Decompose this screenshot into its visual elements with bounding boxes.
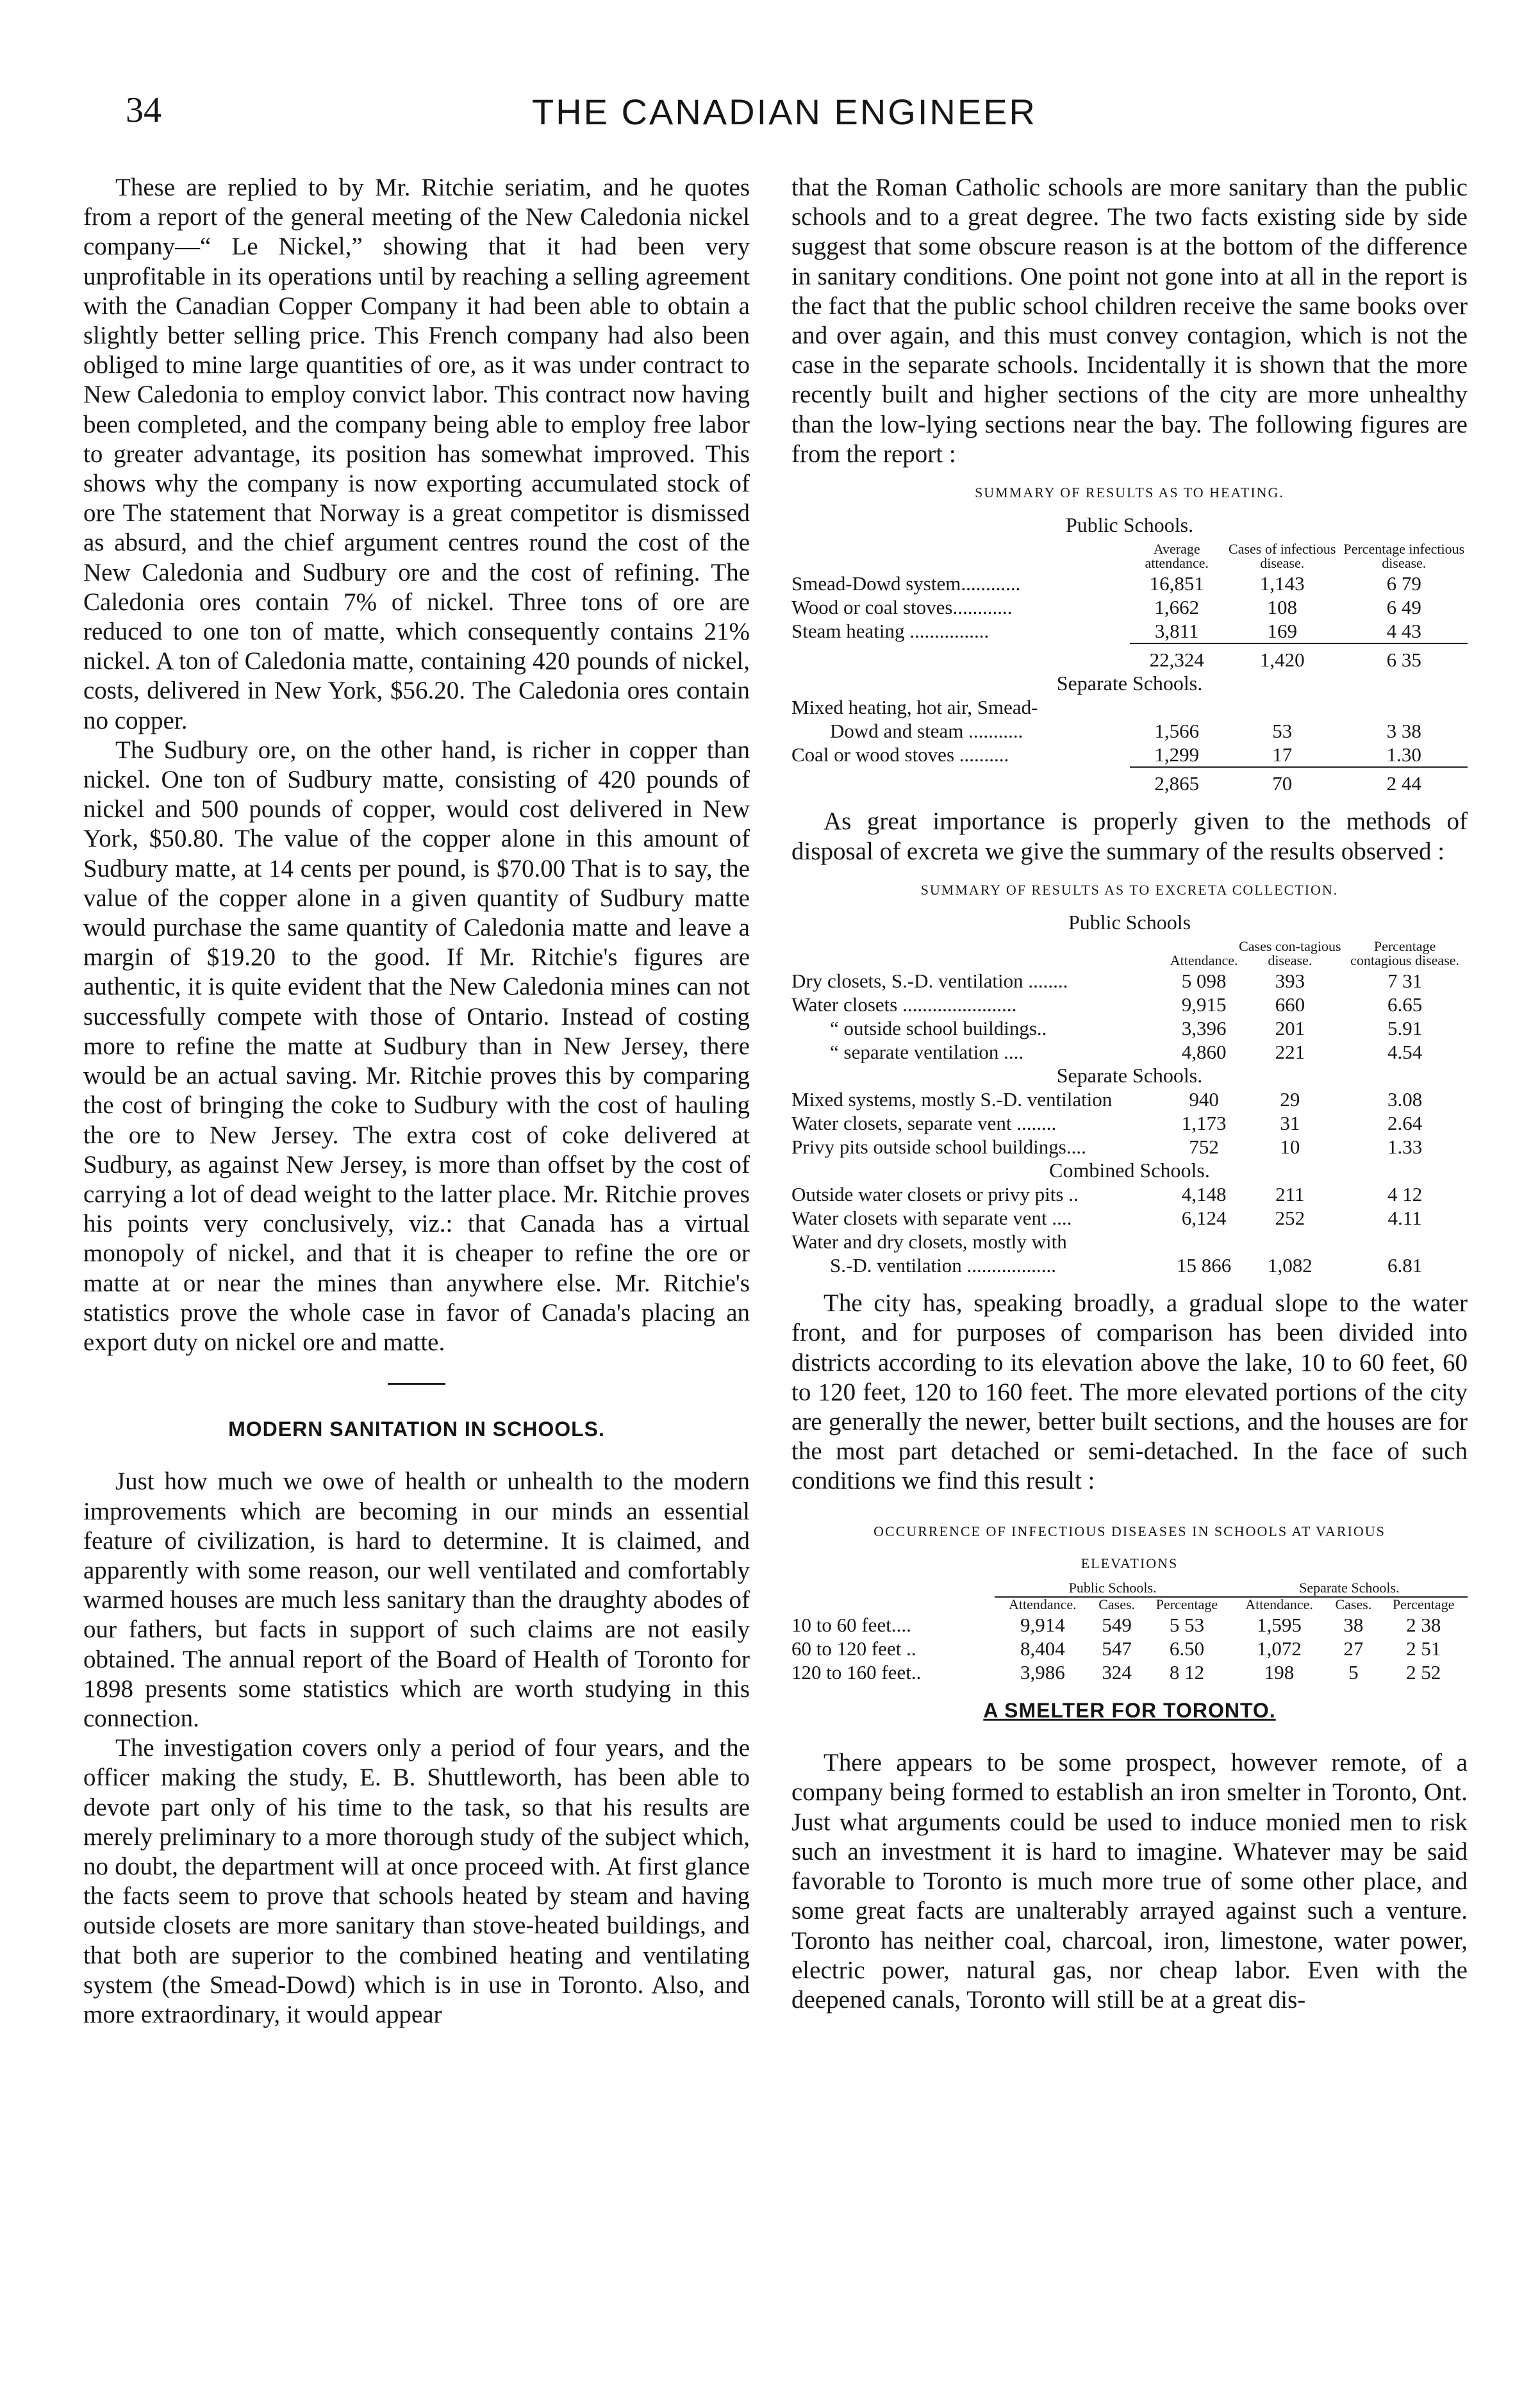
table-caption: ELEVATIONS xyxy=(1080,1555,1179,1571)
left-column xyxy=(83,173,750,2030)
table-group-row: Separate Schools. xyxy=(1056,1064,1203,1088)
table-row: “ separate ventilation .... 4,860 221 4.54 xyxy=(830,1041,1423,1064)
table-row: 60 to 120 feet .. 8,404 547 6.50 1,072 27 2 51 xyxy=(791,1637,1441,1660)
table-row: 10 to 60 feet.... 9,914 549 5 53 1,595 38 2 38 xyxy=(791,1614,1441,1637)
table-group-row: Combined Schools. xyxy=(1049,1159,1210,1182)
paragraph: The investigation covers only a period of four years, and the officer making the study, E. B. Shuttleworth, has been able to devote part only of his time to the task, so that his results are merely preliminary to a more thorough study of the subject which, no doubt, the department will at once proceed with. At first glance the facts seem to prove that schools heated by steam and having outside closets are more sanitary than stove-heated buildings, and that both are superior to the combined heating and ventilating system (the Smead-Dowd) which is in use in Toronto. Also, and more extraordinary, it would appear xyxy=(83,1734,750,2028)
column-header: Percentage infectious disease. xyxy=(1343,541,1465,572)
column-header: Attendance. xyxy=(1170,952,1238,969)
table-row: S.-D. ventilation .................. 15 866 1,082 6.81 xyxy=(830,1254,1423,1277)
column-header: Cases of infectious disease. xyxy=(1229,541,1336,572)
column-header: Attendance. xyxy=(1245,1596,1313,1613)
column-group-header: Separate Schools. xyxy=(1231,1581,1468,1597)
table-caption: SUMMARY OF RESULTS AS TO HEATING. xyxy=(975,484,1284,501)
table-row: “ outside school buildings.. 3,396 201 5.91 xyxy=(830,1017,1423,1040)
publication-title: THE CANADIAN ENGINEER xyxy=(532,92,1037,132)
table-group-title: Public Schools xyxy=(1068,911,1191,934)
column-header: Percentage contagious disease. xyxy=(1350,938,1460,969)
table-row: Wood or coal stoves............ 1,662 108 6 49 xyxy=(791,596,1421,619)
table-row: Dry closets, S.-D. ventilation ........ 5 098 393 7 31 xyxy=(791,970,1423,993)
table-row: Mixed systems, mostly S.-D. ventilation 940 29 3.08 xyxy=(791,1088,1423,1111)
page-header xyxy=(0,0,1540,160)
paragraph: The city has, speaking broadly, a gradual slope to the water front, and for purposes of comparison has been divided into districts according to its elevation above the lake, 10 to 60 feet, 60 to 120 feet, 120 to 160 feet. The more elevated portions of the city are generally the newer, better built sections, and the houses are for the most part detached or semi-detached. In the face of such conditions we find this result : xyxy=(791,1289,1468,1495)
page-number: 34 xyxy=(126,90,161,130)
table-group-row: Separate Schools. xyxy=(1056,672,1203,695)
column-header: Percentage xyxy=(1392,1596,1455,1613)
table-group-title: Public Schools. xyxy=(1065,513,1194,537)
table-row: Water and dry closets, mostly with xyxy=(791,1230,1067,1253)
table-row: Water closets with separate vent .... 6,124 252 4.11 xyxy=(791,1207,1422,1230)
table-row: Coal or wood stoves .......... 1,299 17 1.30 xyxy=(791,743,1468,767)
paragraph: that the Roman Catholic schools are more sanitary than the public schools and to a great degree. The two facts existing side by side suggest that some obscure reason is at the bottom of the difference in sanitary conditions. One point not gone into at all in the report is the fact that the public school children receive the same books over and over again, and this must convey contagion, which is not the case in the separate schools. Incidentally it is shown that the more recently built and higher sections of the city are more unhealthy than the low-lying sections near the bay. The following figures are from the report : xyxy=(791,174,1468,468)
column-header: Average attendance. xyxy=(1145,541,1209,572)
table-total-row: 2,865 70 2 44 xyxy=(1154,772,1421,795)
column-header: Cases con-tagious disease. xyxy=(1239,938,1341,969)
paragraph: The Sudbury ore, on the other hand, is richer in copper than nickel. One ton of Sudbury matte, consisting of 420 pounds of nickel and 500 pounds of copper, would cost delivered in New York, $50.80. The value of the copper alone in this amount of Sudbury matte, at 14 cents per pound, is $70.00 That is to say, the value of the copper alone in a given quantity of Sudbury matte would purchase the same quantity of Caledonia matte and leave a margin of $19.20 to the good. If Mr. Ritchie's figures are authentic, it is quite evident that the New Caledonia mines can not successfully compete with those of Ontario. Instead of costing more to refine the matte at Sudbury than in New Jersey, there would be an actual saving. Mr. Ritchie proves this by comparing the cost of bringing the coke to Sudbury with the cost of hauling the ore to New Jersey. The extra cost of coke delivered at Sudbury, as against New Jersey, is more than offset by the cost of carrying a lot of dead weight to the latter place. Mr. Ritchie proves his points very conclusively, viz.: that Canada has a virtual monopoly of nickel, and that it is cheaper to refine the ore or matte at or near the mines than anywhere else. Mr. Ritchie's statistics prove the whole case in favor of Canada's placing an export duty on nickel ore and matte. xyxy=(83,736,750,1356)
table-caption: OCCURRENCE OF INFECTIOUS DISEASES IN SCHOOLS AT VARIOUS xyxy=(873,1523,1386,1539)
paragraph: Just how much we owe of health or unhealth to the modern improvements which are becoming in our minds an essential feature of civilization, is hard to determine. It is claimed, and apparently with some reason, our well ventilated and comfortably warmed houses are much less sanitary than the draughty abodes of our fathers, but facts in support of such claims are not easily obtained. The annual report of the Board of Health of Toronto for 1898 presents some statistics which are worth studying in this connection. xyxy=(83,1468,750,1732)
table-row: Outside water closets or privy pits .. 4,148 211 4 12 xyxy=(791,1183,1423,1206)
section-divider xyxy=(388,1383,445,1385)
column-header: Percentage xyxy=(1155,1596,1218,1613)
paragraph: As great importance is properly given to the methods of disposal of excreta we give the summary of the results observed : xyxy=(791,807,1468,865)
paragraph: There appears to be some prospect, however remote, of a company being formed to establish an iron smelter in Toronto, Ont. Just what arguments could be used to induce monied men to risk such an investment it is hard to imagine. Whatever may be said favorable to Toronto is much more true of some other place, and some great facts are unalterably arrayed against such a venture. Toronto has neither coal, charcoal, iron, limestone, water power, electric power, natural gas, nor cheap labor. Even with the deepened canals, Toronto will still be at a great dis- xyxy=(791,1749,1468,2014)
elevation-table xyxy=(791,1581,1468,1684)
heating-table xyxy=(791,542,1468,795)
column-header: Cases. xyxy=(1098,1596,1136,1613)
table-row: Dowd and steam ........... 1,566 53 3 38 xyxy=(830,720,1421,743)
column-header: Cases. xyxy=(1335,1596,1372,1613)
excreta-table xyxy=(791,939,1468,1277)
right-column xyxy=(791,173,1468,2015)
table-row: Water closets ....................... 9,915 660 6.65 xyxy=(791,993,1423,1016)
table-row: Steam heating ................ 3,811 169 4 43 xyxy=(791,619,1468,643)
table-row: Smead-Dowd system............ 16,851 1,143 6 79 xyxy=(791,572,1421,595)
table-row: Water closets, separate vent ........ 1,173 31 2.64 xyxy=(791,1112,1423,1135)
table-row: Mixed heating, hot air, Smead- xyxy=(791,696,1038,719)
table-row: 120 to 160 feet.. 3,986 324 8 12 198 5 2 52 xyxy=(791,1661,1441,1684)
section-heading: A SMELTER FOR TORONTO. xyxy=(983,1699,1276,1723)
table-caption: SUMMARY OF RESULTS AS TO EXCRETA COLLECTION. xyxy=(920,881,1339,898)
table-row: Privy pits outside school buildings.... 752 10 1.33 xyxy=(791,1136,1423,1159)
column-group-header: Public Schools. xyxy=(995,1581,1231,1597)
column-header: Attendance. xyxy=(1008,1596,1077,1613)
table-total-row: 22,324 1,420 6 35 xyxy=(1149,649,1421,672)
paragraph: These are replied to by Mr. Ritchie seriatim, and he quotes from a report of the general meeting of the New Caledonia nickel company—“ Le Nickel,” showing that it had been very unprofitable in its operations until by reaching a selling agreement with the Canadian Copper Company it had been able to obtain a slightly better selling price. This French company had also been obliged to mine large quantities of ore, as it was under contract to New Caledonia to employ convict labor. This contract now having been completed, and the company being able to employ free labor to greater advantage, its position has somewhat improved. This shows why the company is now exporting accumulated stock of ore The statement that Norway is a great competitor is dismissed as absurd, and the chief argument centres round the cost of the New Caledonia and Sudbury ore and the cost of refining. The Caledonia ores contain 7% of nickel. Three tons of ore are reduced to one ton of matte, which consequently contains 21% nickel. A ton of Caledonia matte, containing 420 pounds of nickel, costs, delivered in New York, $56.20. The Caledonia ores contain no copper. xyxy=(83,174,750,734)
section-heading: MODERN SANITATION IN SCHOOLS. xyxy=(228,1418,605,1441)
